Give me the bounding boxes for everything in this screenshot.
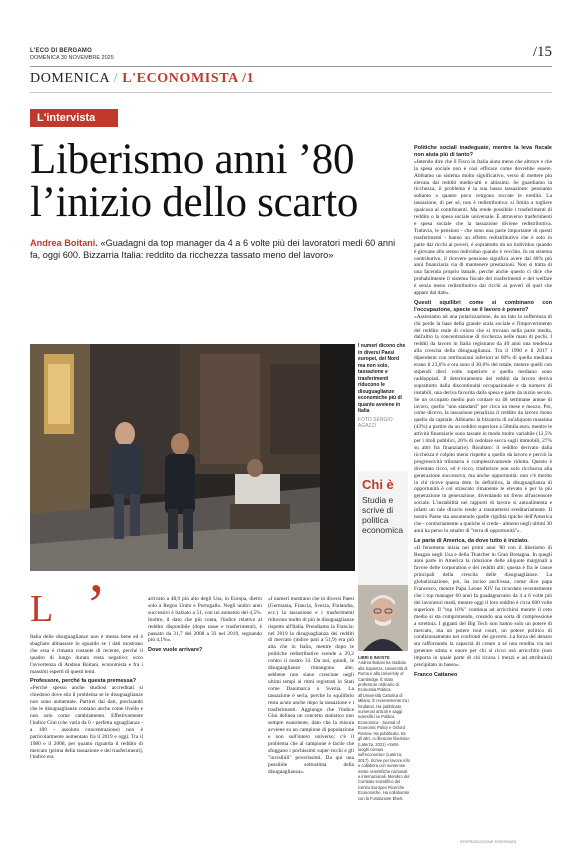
masthead-name: L'ECO DI BERGAMO <box>30 48 92 54</box>
article-column-3 <box>268 596 354 826</box>
answer-5: «Il fenomeno inizia nei primi anni '80 con il liberismo di Reagan negli Usa e della Thatcher in Gran Bretagna. In quegli anni parte in America la riduzione delle aliquote marginali a favore delle corporation e dei redditi alti: questa è fra le cause principali della crescita delle disuguaglianze. La globalizzazione, poi, ha inciso anch'essa, come dice papa Francesco, mentre Papa Leone XIV ha ricordato recentemente che i top manager 60 anni fa guadagnavano da 4 a 6 volte più dei lavoratori medi, mentre oggi il loro reddito è circa 600 volte superiore. Il "top 10%" continua ad arricchirsi mentre il ceto medio si sta comprimendo, creando una sorta di compressione a strettoia. I giganti del Big Tech non hanno solo un potere di mercato, ma un potere tout court, un potere politico di condizionamento nei confronti dei governi. La forza del denaro sta rafforzando la capacità di creare a sé una rendita via nei generare stima e onore per chi si ricco osò arricchito (non importa in quale parte di chi ricava i mezzi e ad attribuirsi) precipitato in basso». <box>414 544 552 669</box>
author-portrait <box>358 585 408 651</box>
section-tag: L'intervista <box>30 109 118 127</box>
bio-box-title: Chi è <box>362 477 394 492</box>
article-intro: Italia delle disuguaglianze non è messa bene ed è sbagliato abbassare lo sguardo se i dati mostrano che essa è rimasta costante di recente, perché il quadro di lungo durata resta negativo: ecco l'avvertenza di Andrea Boitani, economista e fra i massimi esperti di questi temi. <box>30 634 143 675</box>
bio-text <box>358 655 410 835</box>
standfirst <box>30 237 400 261</box>
article-column-right <box>414 145 552 831</box>
section-day: DOMENICA <box>30 71 110 86</box>
article-column-1 <box>30 596 143 826</box>
answer-1-continued: arrivato a 48,9 più alto degli Usa, in Europa, dietro solo a Regno Unito e Portogallo. Negli undici anni successivi è balzato a 51, con un aumento del 4,5%. Inoltre, il dato che più conta, l'indice relativo al reddito disponibile (dopo tasse e trasferimenti), è passato da 31,7 del 2008 a 33 nel 2019, segnando più 4,1%». <box>148 596 262 644</box>
street-photo <box>30 344 355 571</box>
question-4: Questi squilibri come si combinano con l'occupazione, specie se il lavoro è povero? <box>414 299 552 313</box>
standfirst-text: «Guadagni da top manager da 4 a 6 volte più dei lavoratori medi 60 anni fa, oggi 600. Bizzarria Italia: reddito da ricchezza tassato meno del lavoro» <box>30 238 396 260</box>
street-photo-illustration <box>30 344 355 571</box>
bio-body: Andrea Boitani ha studiato alla Sapienza, Università di Roma e alla University of Cambridge. È stato professore ordinario di Economia Politica all'Università Cattolica di Milano. È recentemente tra i fondatori. Ha pubblicato numerosi articoli e saggi scientifici su Politica Economica - Journal of Economic Policy e Oxford Review. Ha pubblicato, tra gli altri, «L'illusione liberista» (Laterza, 2021) «Sette luoghi comuni sull'economia» (Laterza, 2017). Scrive per lavoce.info e collabora con numerose riviste scientifiche nazionali e internazionali. Membro del Comitato scientifico del Centro Europeo Ricerche Economiche. Ha collaborato con la Fondazione Ebert. <box>358 660 410 801</box>
copyright-note: ©RIPRODUZIONE RISERVATA <box>460 839 517 844</box>
question-5: Le paria di America, da dove tutto è iniziato. <box>414 537 529 544</box>
photo-caption <box>358 343 406 430</box>
headline <box>30 138 400 224</box>
article-column-2 <box>148 596 262 826</box>
headline-line-1: Liberismo anni ’80 <box>30 136 355 183</box>
answer-1: «Perché spesso anche studiosi accreditati si chiedono dove stia il problema se le disuguaglianze non sono aumentate. Partirei dai dati, precisando che le disuguaglianze contano anche come livello e non solo come cambiamento. Effettivamente l'indice Gini (che varia da 0 - perfetta uguaglianza - a 100 - assoluta concentrazione) non è particolarmente aumentato fra il 2019 e oggi. Tra il 1980 e il 2008, per quanto riguarda il reddito di mercato (prima della tassazione e dei trasferimenti), l'indice era <box>30 685 143 761</box>
drop-cap: L <box>30 588 54 630</box>
page-number: /15 <box>532 44 552 60</box>
section-slash: / <box>113 71 119 86</box>
section-name: L'ECONOMISTA /1 <box>122 71 255 86</box>
photo-credit: FOTO SERGIO AGAZZI <box>358 416 393 429</box>
photo-caption-text: I numeri dicono che in diversi Paesi europei, del Nord ma non solo, tassazione e trasferimenti riducono le disuguaglianze economiche più di quanto avviene in Italia <box>358 343 406 414</box>
portrait-illustration <box>358 585 408 651</box>
top-divider <box>30 66 552 67</box>
section-header <box>30 71 254 87</box>
question-1: Professore, perché fa questa premessa? <box>30 678 137 685</box>
bio-box-subtitle: Studia e scrive di politica economica <box>362 495 404 535</box>
question-2: Dove vuole arrivare? <box>148 647 203 654</box>
answer-3: «Intendo dire che il Fisco in Italia aiuta meno che altrove e che la spesa sociale non è così efficace come dovrebbe essere. Abbiamo un sistema molto significativo, verso di mettere più elevata dai redditi medio-alti e altissimi. Se guardiamo la ricchezza, il problema è la sua bassa tassazione: pensiamo soltanto a quanto poco vengono toccate le eredità. La tassazione, di per sé, non è redistributiva: si limita a togliere qualcosa ai contribuenti. Ma rende possibile i trasferimenti di reddito o la spesa sociale universale. È attraverso trasferimenti e spesa sociale che la tassazione diviene redistributiva. Tuttavia, le pensioni - che sono una parte importante di questi trasferimenti - hanno un effetto redistributivo che è solo in parte dai ricchi ai poveri, è soprattutto da un individuo quando è giovane allo stesso individuo quando è vecchio. In un sistema contributivo, il ricevere pensione significa avere dal 40% più anni finanziaria via di mantenere prestazioni. Non si tratta di una facenda proprio banale, perché anche questo ci dice che probabilmente il sistema fiscale dei trasferimenti e del welfare è senza meno redistributiva dai ricchi ai poveri di quel che appare dai dati». <box>414 158 552 297</box>
question-3: Politiche sociali inadeguate, mentre la leva fiscale non aiuta più di tanto? <box>414 145 552 158</box>
quote-mark: ’ <box>86 572 106 638</box>
headline-line-2: l’inizio dello scarto <box>30 179 359 226</box>
interviewee-name: Andrea Boitani. <box>30 238 98 248</box>
section-divider <box>30 92 552 93</box>
masthead-date: DOMENICA 30 NOVEMBRE 2025 <box>30 55 114 61</box>
masthead <box>30 48 114 62</box>
bio-heading: LIBRI E INVISTE <box>358 655 390 660</box>
answer-4: «Assistiamo ad una polarizzazione, da un lato la sofferenza di chi perde la base della grande scala sociale e l'impoverimento del reddito reale di coloro che si trovano nella parte media, dall'altro la concentrazione di ricchezza nelle mani di pochi. I redditi da lavoro in Italia registrano da 40 anni una tendenza alla crescita della disuguaglianza. Tra il 1990 e il 2017 i dipendenti con retribuzioni inferiori al 60% di quella mediana erano il 23,6% e ora sono il 30,6% del totale, mentre quelli con stipendi dieci volte superiore a quello mediano sono raddoppiati. Il deterioramento dei redditi da lavoro deriva soprattutto dalla discontinuità occupazionale e da numero di instabili, una deriva favorita dalla spesa e parte da inizio secolo. Se un occupato medio può contare su 48 settimane annue di lavoro, quello "non standard" per circa un mese e mezzo. Poi, come dicevo, la tassazione penalizza il reddito da lavoro meno quello da capitale. Abbiamo la bizzarria di un'aliquota massima (43%) a partire da un reddito superiore a 50mila euro, mentre le attività finanziarie sono tassate in modo molto variabile (12,5% per i titoli pubblici, 26% di cedolare secca sugli immobili, 27% su altri fra finanziarie). Risultato: il reddito derivato dalla ricchezza è colpito meno rispetto a quello da lavoro e perciò la progressività tributaria è complessivamente ridotta. Questo è diventato ricco, ed è ricco, trasferisce non solo ricchezza alla generazione successiva, ma anche opportunità: non c'è merito in chi riceve questa dote. In definitiva, la disuguaglianza di opportunità è col strascato rimanente le elevato è per la più generazione in generazione, diventando un freno all'ascensore sociale. L'instabilità nei rapporti di lavoro si autoalimenta e infatti un tale divario tende a trasmettersi ereditariamente. Il nostro Paese sta assumendo quelle rigidità tipiche dell'America che - contrariamente a quelche si crede - almeno negli ultimi 30 anni ha perso lo smalto di "terra di opportunità"». <box>414 313 552 534</box>
article-author: Franco Cattaneo <box>414 671 458 678</box>
answer-2: «I numeri mostrano che in diversi Paesi (Germania, Francia, Svezia, Finlandia, ecc.) la tassazione e i trasferimenti riducono molto di più le disuguaglianze rispetto all'Italia. Prendiamo la Francia: nel 2019 la disuguaglianza dei redditi di mercato (indice pari a 51,9) era più alta che in Italia, mentre dopo le politiche redistributive scende a 29,2 contro il nostro 33. Da noi, quindi, le disuguaglianze rimangono alte, sebbene non siano cresciute negli ultimi tempi ai ritmi registrati in Stati come Danimarca o Svezia. La tassazione è seria, perché lo squilibrio resta acuto anche dopo la tassazione e i trasferimenti. Aggiungo che l'indice Gini delinea un concetto statistico non sempre esauriente, dato che la misura avviene su un campione di popolazione e non sull'intero universo; c'è il problema che al campione è facile che sfuggano i pochissimi super-ricchi e gli "invisibili" poverissimi. Da qui una possibile sottostima della disuguaglianza». <box>268 596 354 775</box>
